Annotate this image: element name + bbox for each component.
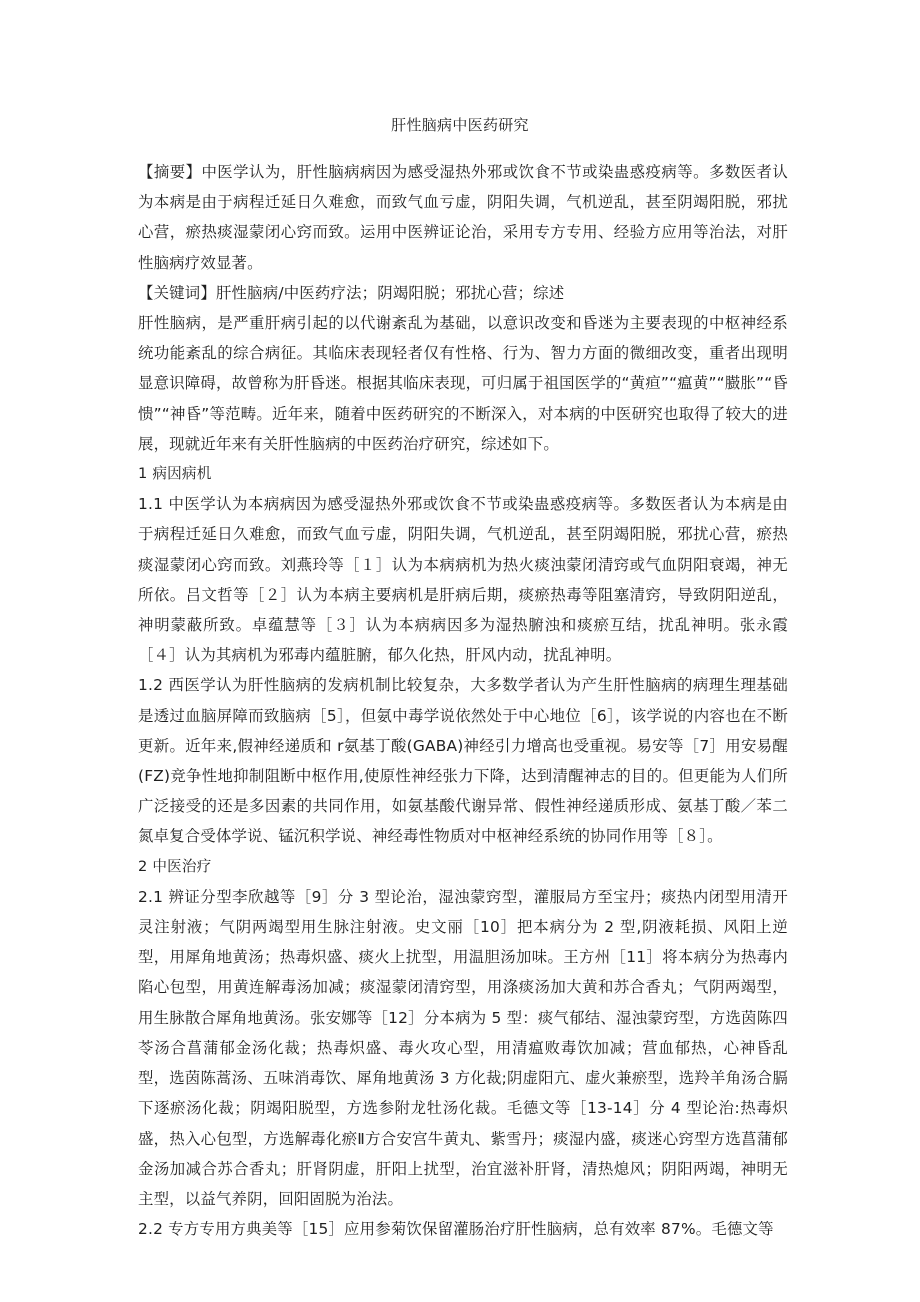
document-body <box>138 157 788 1244</box>
paragraph-2-2: 2.2 专方专用方典美等［15］应用参菊饮保留灌肠治疗肝性脑病，总有效率 87%。毛德文等 <box>138 1220 774 1239</box>
paragraph-2-1: 2.1 辨证分型李欣越等［9］分 3 型论治，湿浊蒙窍型，灌服局方至宝丹；痰热内闭型用清开灵注射液；气阴两竭型用生脉注射液。史文丽［10］把本病分为 2 型,阴液耗损、风阳上逆型，用犀角地黄汤；热毒炽盛、痰火上扰型，用温胆汤加味。王方州［11］将本病分为热毒内陷心包型，用黄连解毒汤加减；痰湿蒙闭清窍型，用涤痰汤加大黄和苏合香丸；气阴两竭型，用生脉散合犀角地黄汤。张安娜等［12］分本病为 5 型：痰气郁结、湿浊蒙窍型，方选茵陈四苓汤合菖蒲郁金汤化裁；热毒炽盛、毒火攻心型，用清瘟败毒饮加减；营血郁热，心神昏乱型，选茵陈蒿汤、五味消毒饮、犀角地黄汤 3 方化裁;阴虚阳亢、虚火兼瘀型，选羚羊角汤合膈下逐瘀汤化裁；阴竭阳脱型，方选参附龙牡汤化裁。毛德文等［13‐14］分 4 型论治:热毒炽盛，热入心包型，方选解毒化瘀Ⅱ方合安宫牛黄丸、紫雪丹；痰湿内盛，痰迷心窍型方选菖蒲郁金汤加减合苏合香丸；肝肾阴虚，肝阳上扰型，治宜滋补肝肾，清热熄风；阴阳两竭，神明无主型，以益气养阴，回阳固脱为治法。 <box>138 887 788 1208</box>
abstract-paragraph: 【摘要】中医学认为，肝性脑病病因为感受湿热外邪或饮食不节或染蛊惑疫病等。多数医者认为本病是由于病程迁延日久难愈，而致气血亏虚，阴阳失调，气机逆乱，甚至阴竭阳脱，邪扰心营，瘀热痰湿蒙闭心窍而致。运用中医辨证论治，采用专方专用、经验方应用等治法，对肝性脑病疗效显著。 <box>138 163 788 272</box>
section-heading-1: 1 病因病机 <box>138 465 212 483</box>
intro-paragraph: 肝性脑病，是严重肝病引起的以代谢紊乱为基础，以意识改变和昏迷为主要表现的中枢神经系统功能紊乱的综合病征。其临床表现轻者仅有性格、行为、智力方面的微细改变，重者出现明显意识障碍，故曾称为肝昏迷。根据其临床表现，可归属于祖国医学的“黄疸”“瘟黄”“臌胀”“昏愦”“神昏”等范畴。近年来，随着中医药研究的不断深入，对本病的中医研究也取得了较大的进展，现就近年来有关肝性脑病的中医药治疗研究，综述如下。 <box>138 314 788 453</box>
keywords-paragraph: 【关键词】肝性脑病/中医药疗法；阴竭阳脱；邪扰心营；综述 <box>138 283 565 302</box>
document-title: 肝性脑病中医药研究 <box>391 116 529 134</box>
paragraph-1-1: 1.1 中医学认为本病病因为感受湿热外邪或饮食不节或染蛊惑疫病等。多数医者认为本病是由于病程迁延日久难愈，而致气血亏虚，阴阳失调，气机逆乱，甚至阴竭阳脱，邪扰心营，瘀热痰湿蒙闭心窍而致。刘燕玲等［１］认为本病病机为热火痰浊蒙闭清窍或气血阴阳衰竭，神无所依。吕文哲等［２］认为本病主要病机是肝病后期，痰瘀热毒等阻塞清窍，导致阴阳逆乱，神明蒙蔽所致。卓蕴慧等［３］认为本病病因多为湿热腑浊和痰瘀互结，扰乱神明。张永霞［４］认为其病机为邪毒内蕴脏腑，郁久化热，肝风内动，扰乱神明。 <box>138 495 788 665</box>
paragraph-1-2: 1.2 西医学认为肝性脑病的发病机制比较复杂，大多数学者认为产生肝性脑病的病理生理基础是透过血脑屏障而致脑病［5］，但氨中毒学说依然处于中心地位［6］，该学说的内容也在不断更新。近年来,假神经递质和 r氨基丁酸(GABA)神经引力增高也受重视。易安等［7］用安易醒(FZ)竞争性地抑制阻断中枢作用,使原性神经张力下降，达到清醒神志的目的。但更能为人们所广泛接受的还是多因素的共同作用，如氨基酸代谢异常、假性神经递质形成、氨基丁酸／苯二氮卓复合受体学说、锰沉积学说、神经毒性物质对中枢神经系统的协同作用等［８］。 <box>138 676 788 846</box>
section-heading-2: 2 中医治疗 <box>138 857 212 875</box>
